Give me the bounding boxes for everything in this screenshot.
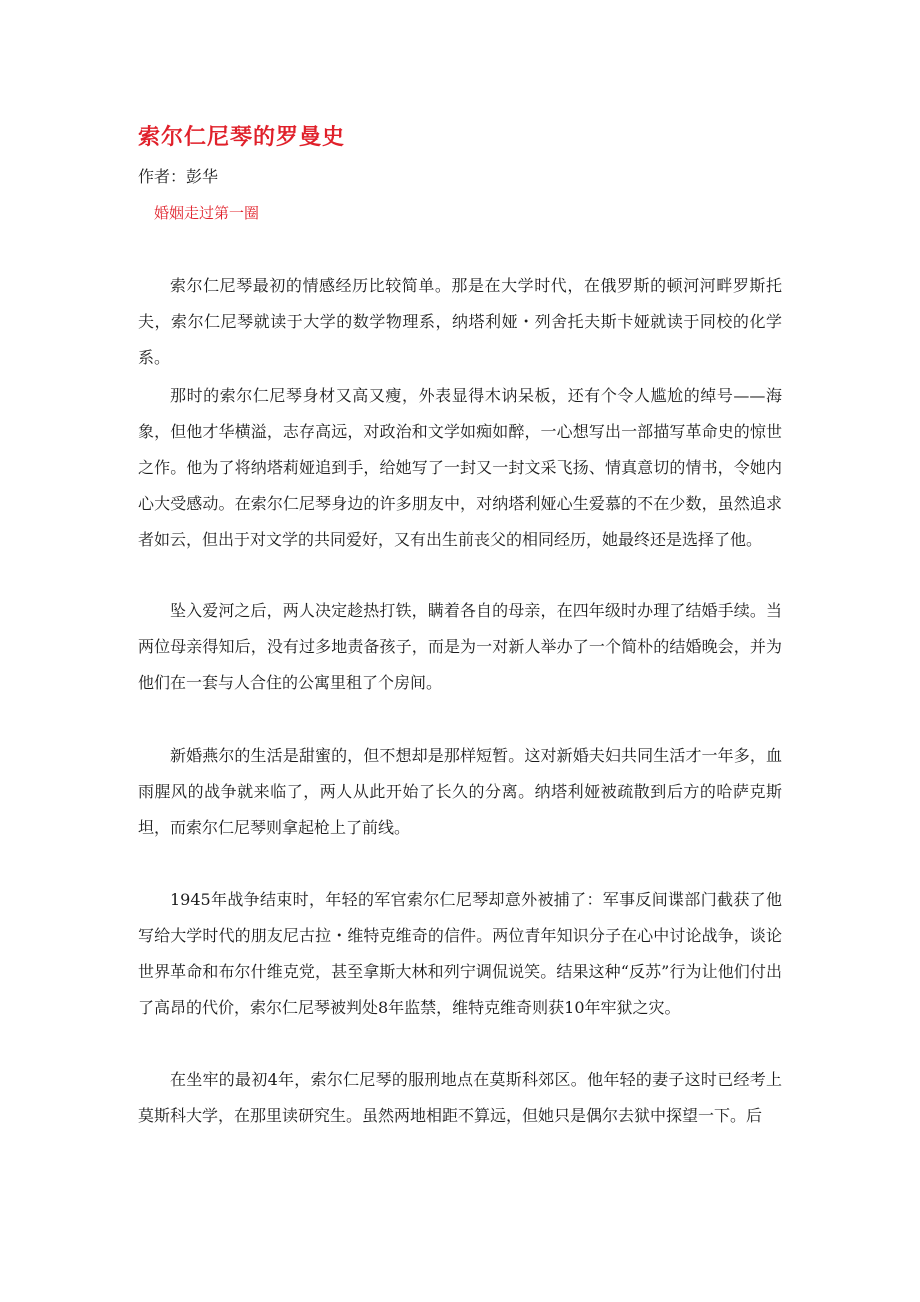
body-paragraph: 1945年战争结束时，年轻的军官索尔仁尼琴却意外被捕了：军事反间谍部门截获了他写给大学时代的朋友尼古拉・维特克维奇的信件。两位青年知识分子在心中讨论战争，谈论世界革命和布尔什维克党，甚至拿斯大林和列宁调侃说笑。结果这种“反苏”行为让他们付出了高昂的代价，索尔仁尼琴被判处8年监禁，维特克维奇则获10年牢狱之灾。 — [138, 890, 782, 1017]
body-paragraph: 坠入爱河之后，两人决定趁热打铁，瞒着各自的母亲，在四年级时办理了结婚手续。当两位母亲得知后，没有过多地责备孩子，而是为一对新人举办了一个简朴的结婚晚会，并为他们在一套与人合住的公寓里租了个房间。 — [138, 601, 782, 692]
body-paragraph: 新婚燕尔的生活是甜蜜的，但不想却是那样短暂。这对新婚夫妇共同生活才一年多，血雨腥风的战争就来临了，两人从此开始了长久的分离。纳塔利娅被疏散到后方的哈萨克斯坦，而索尔仁尼琴则拿起枪上了前线。 — [138, 746, 782, 837]
body-paragraph: 在坐牢的最初4年，索尔仁尼琴的服刑地点在莫斯科郊区。他年轻的妻子这时已经考上莫斯科大学，在那里读研究生。虽然两地相距不算远，但她只是偶尔去狱中探望一下。后 — [138, 1070, 782, 1125]
body-paragraph: 那时的索尔仁尼琴身材又高又瘦，外表显得木讷呆板，还有个令人尴尬的绰号——海象，但他才华横溢，志存高远，对政治和文学如痴如醉，一心想写出一部描写革命史的惊世之作。他为了将纳塔莉娅追到手，给她写了一封又一封文采飞扬、情真意切的情书，令她内心大受感动。在索尔仁尼琴身边的许多朋友中，对纳塔利娅心生爱慕的不在少数，虽然追求者如云，但出于对文学的共同爱好，又有出生前丧父的相同经历，她最终还是选择了他。 — [138, 386, 782, 549]
article-author: 作者：彭华 — [138, 167, 219, 186]
section-subtitle: 婚姻走过第一圈 — [154, 204, 260, 222]
article-title: 索尔仁尼琴的罗曼史 — [138, 124, 346, 150]
body-paragraph: 索尔仁尼琴最初的情感经历比较简单。那是在大学时代，在俄罗斯的顿河河畔罗斯托夫，索尔仁尼琴就读于大学的数学物理系，纳塔利娅・列舍托夫斯卡娅就读于同校的化学系。 — [138, 276, 782, 367]
